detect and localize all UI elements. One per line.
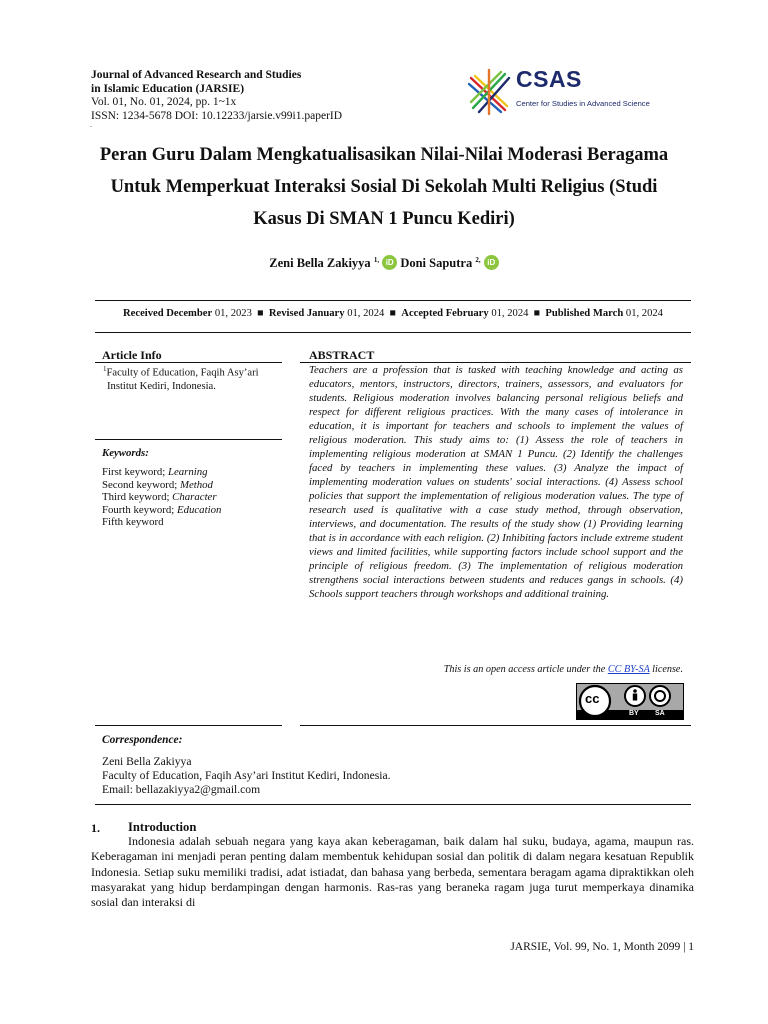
journal-header: [91, 69, 342, 123]
paper-title: Peran Guru Dalam Mengkatualisasikan Nilai-Nilai Moderasi Beragama Untuk Memperkuat Interaksi Sosial Di Sekolah Multi Religius (Studi Kasus Di SMAN 1 Puncu Kediri): [99, 145, 669, 229]
section-number: 1.: [91, 821, 100, 835]
orcid-icon[interactable]: iD: [382, 255, 397, 270]
accepted-label: Accepted February: [401, 308, 489, 319]
journal-name-line2: in Islamic Education (JARSIE): [91, 82, 245, 95]
affiliation-line1: Faculty of Education, Faqih Asy’ari: [106, 367, 259, 379]
license-statement: This is an open access article under the CC BY-SA license.: [443, 664, 683, 675]
affiliation-mark: 1: [103, 365, 107, 373]
logo-tagline: Center for Studies in Advanced Science: [516, 99, 650, 108]
correspondence-heading: Correspondence:: [102, 734, 183, 746]
affiliation: [103, 363, 281, 393]
divider: [300, 725, 691, 726]
received-label: Received December: [123, 308, 213, 319]
keyword-item: Fifth keyword: [102, 516, 164, 529]
page-footer: JARSIE, Vol. 99, No. 1, Month 2099 | 1: [510, 941, 694, 953]
revised-label: Revised January: [268, 308, 345, 319]
divider: [95, 332, 691, 333]
received-date: 01, 2023: [214, 308, 252, 319]
keyword-list: [102, 466, 221, 529]
correspondence-email: Email: bellazakiyya2@gmail.com: [102, 783, 261, 796]
divider: [95, 300, 691, 301]
cc-by-sa-link[interactable]: CC BY-SA: [607, 664, 650, 675]
square-bullet-icon: ■: [254, 308, 267, 319]
author-name: Zeni Bella Zakiyya: [269, 256, 371, 270]
logo-name: CSAS: [516, 66, 582, 92]
author-affiliation-mark: 1,: [373, 255, 380, 264]
correspondence-block: [102, 755, 391, 797]
csas-star-logo-icon: [467, 68, 513, 116]
square-bullet-icon: ■: [386, 308, 399, 319]
published-date: 01, 2024: [625, 308, 663, 319]
cc-label: cc: [585, 691, 600, 706]
abstract-text: Teachers are a profession that is tasked with teaching knowledge and acting as educators, mentors, instructors, directors, trainers, assessors, and evaluators for students. Religious moderation involves balancing personal religious beliefs and respect for different religious practices. With the many cases of intolerance in education, it is important for teachers and schools to implement the values of religious moderation. This study aims to: (1) Assess the role of teachers in implementing religious moderation at SMAN 1 Puncu. (2) Identify the challenges faced by teachers in implementing these values. (3) Analyze the impact of implementing moderation values on students' social interactions. (4) Assess school policies that support the implementation of religious moderation values. The type of research used is qualitative with a case study method, through observation, interviews, and documentation. The results of the study show (1) Providing learning that is in accordance with each religion. (2) Inhibiting factors include extreme student views and limited facilities, while supporting factors include school support and the principle of religious freedom. (3) The implementation of religious moderation strengthens social interactions between students and reduces gangs in schools. (4) Schools support teachers through workshops and additional training.: [309, 364, 683, 600]
divider: [95, 725, 282, 726]
published-label: Published March: [545, 308, 624, 319]
keywords-heading: Keywords:: [102, 447, 149, 459]
revised-date: 01, 2024: [347, 308, 385, 319]
correspondence-affiliation: Faculty of Education, Faqih Asy’ari Institut Kediri, Indonesia.: [102, 769, 391, 782]
keyword-item: Second keyword; Method: [102, 478, 213, 491]
sa-label: SA: [655, 710, 665, 717]
square-bullet-icon: ■: [531, 308, 543, 319]
divider: [95, 804, 691, 805]
article-info-heading: Article Info: [102, 348, 162, 362]
author-affiliation-mark: 2,: [475, 255, 481, 264]
section-heading: Introduction: [128, 820, 197, 834]
keyword-item: First keyword; Learning: [102, 466, 208, 478]
csas-logo: [467, 68, 671, 116]
cc-by-sa-badge[interactable]: [576, 683, 684, 720]
affiliation-line2: Institut Kediri, Indonesia.: [107, 380, 216, 392]
journal-volume: Vol. 01, No. 01, 2024, pp. 1~1x: [91, 96, 237, 108]
author-line: [0, 255, 768, 271]
divider: [95, 439, 282, 440]
decorative-dot: .: [90, 120, 92, 129]
introduction-text: Indonesia adalah sebuah negara yang kaya akan keberagaman, baik dalam hal suku, budaya, agama, maupun ras. Keberagaman ini menjadi peran penting dalam membentuk kehidupan sosial dan politik di dalam negara kesatuan Republik Indonesia. Setiap suku memiliki tradisi, adat istiadat, dan bahasa yang berbeda, sementara beragam agama dipraktikkan oleh masyarakat yang hidup berdampingan dengan harmonis. Ras-ras yang beraneka ragam juga turut memperkaya dinamika sosial dan interaksi di: [91, 834, 694, 910]
orcid-icon[interactable]: iD: [484, 255, 499, 270]
journal-name-line1: Journal of Advanced Research and Studies: [91, 69, 302, 81]
keyword-item: Fourth keyword; Education: [102, 503, 222, 516]
journal-issn-doi: ISSN: 1234-5678 DOI: 10.12233/jarsie.v99i1.paperID: [91, 109, 343, 122]
submission-dates: [95, 308, 691, 319]
keyword-item: Third keyword; Character: [102, 491, 217, 504]
by-label: BY: [629, 710, 639, 717]
correspondence-name: Zeni Bella Zakiyya: [102, 755, 192, 768]
author-name: Doni Saputra: [400, 256, 473, 270]
abstract-heading: ABSTRACT: [309, 348, 375, 362]
accepted-date: 01, 2024: [491, 308, 529, 319]
